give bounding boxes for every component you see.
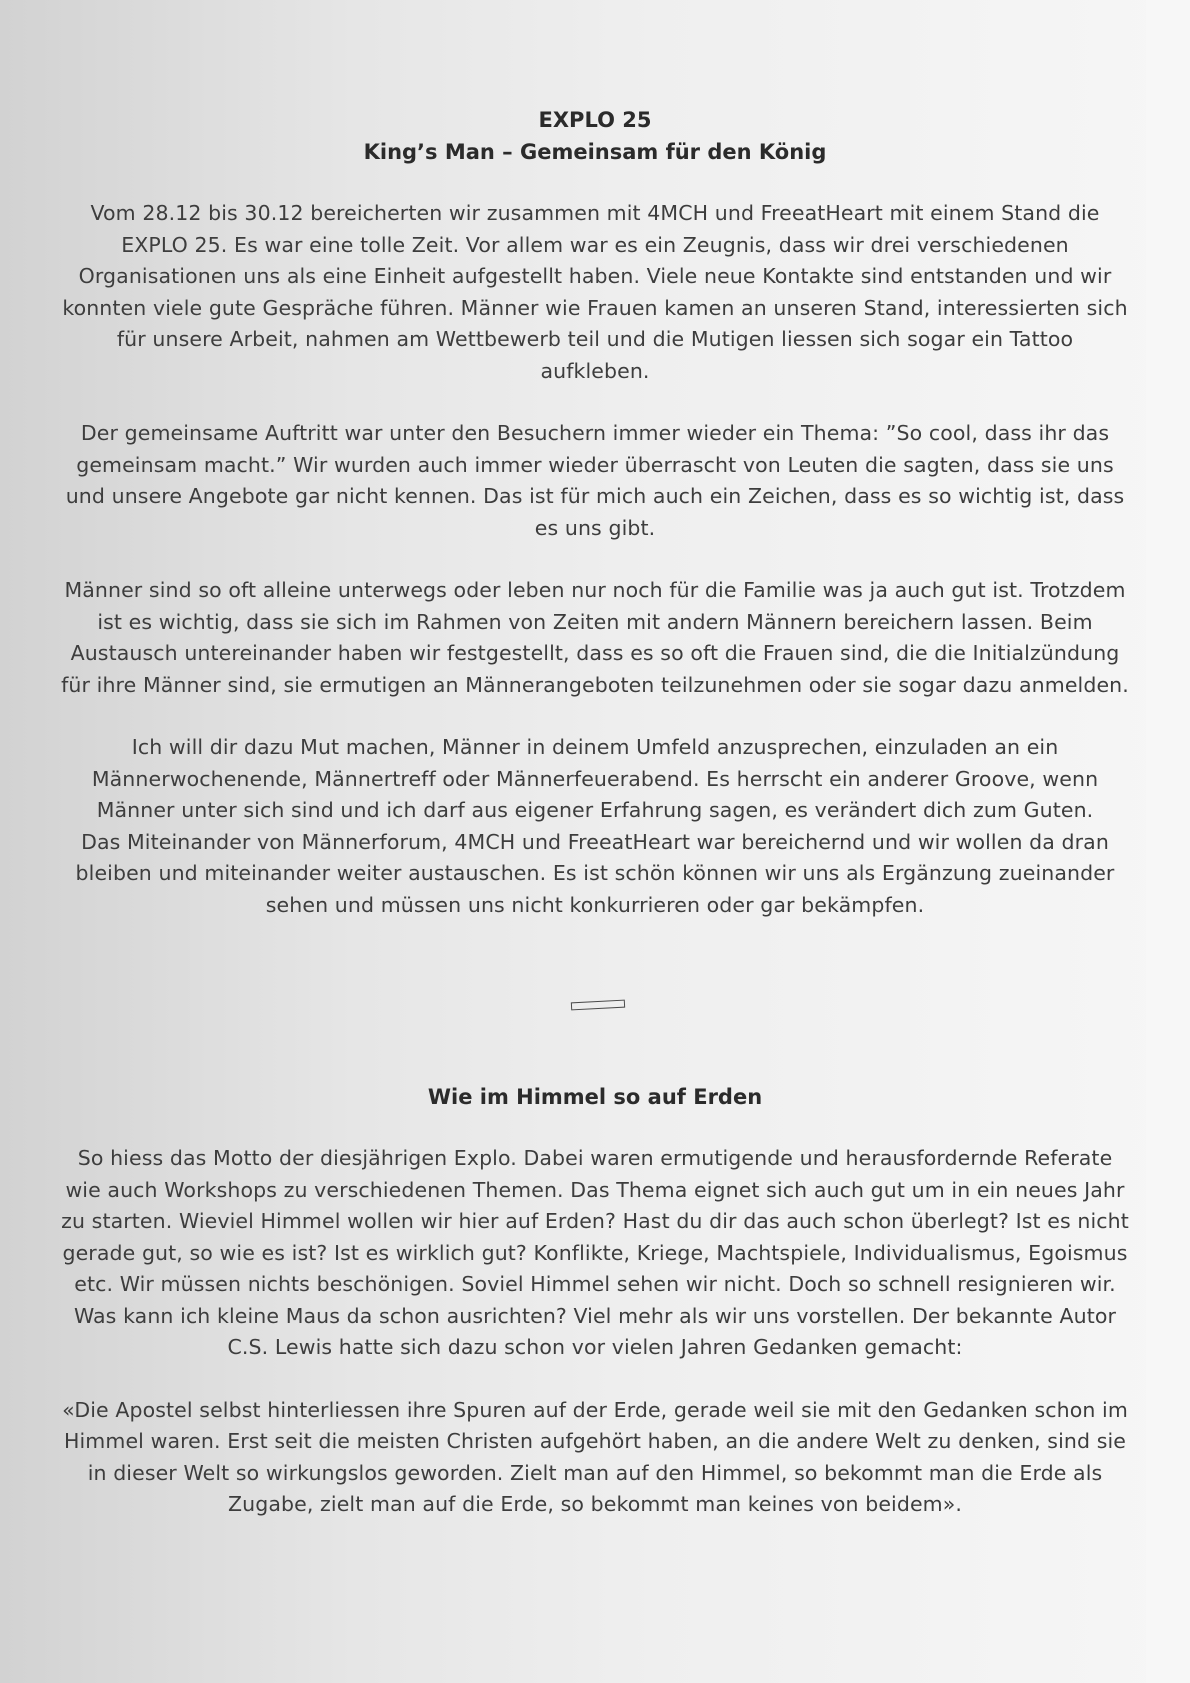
section-divider <box>60 1001 1130 1051</box>
paragraph: Männer sind so oft alleine unterwegs oder leben nur noch für die Familie was ja auch gut ist. Trotzdem ist es wichtig, dass sie sich im Rahmen von Zeiten mit andern Männern bereichern lassen. Beim Austausch untereinander haben wir festgestellt, dass es so oft die Frauen sind, die die Initialzündung für ihre Männer sind, sie ermutigen an Männerangeboten teilzunehmen oder sie sogar dazu anmelden. <box>61 578 1129 697</box>
article-subtitle: King’s Man – Gemeinsam für den König <box>363 140 827 164</box>
article-title: EXPLO 25 <box>538 108 652 132</box>
quote-paragraph: «Die Apostel selbst hinterliessen ihre Spuren auf der Erde, gerade weil sie mit den Gedanken schon im Himmel waren. Erst seit die meisten Christen aufgehört haben, an die andere Welt zu denken, sind sie in dieser Welt so wirkungslos geworden. Zielt man auf den Himmel, so bekommt man die Erde als Zugabe, zielt man auf die Erde, so bekommt man keines von beidem». <box>62 1397 1128 1516</box>
divider-bar-icon <box>571 1000 625 1011</box>
paragraph: So hiess das Motto der diesjährigen Explo. Dabei waren ermutigende und herausfordernde Referate wie auch Workshops zu verschiedenen Themen. Das Thema eignet sich auch gut um in ein neues Jahr zu starten. Wieviel Himmel wollen wir hier auf Erden? Hast du dir das auch schon überlegt? Ist es nicht gerade gut, so wie es ist? Ist es wirklich gut? Konflikte, Kriege, Machtspiele, Individualismus, Egoismus etc. Wir müssen nichts beschönigen. Soviel Himmel sehen wir nicht. Doch so schnell resignieren wir. Was kann ich kleine Maus da schon ausrichten? Viel mehr als wir uns vorstellen. Der bekannte Autor C.S. Lewis hatte sich dazu schon vor vielen Jahren Gedanken gemacht: <box>61 1146 1129 1359</box>
paragraph: Das Miteinander von Männerforum, 4MCH und FreeatHeart war bereichernd und wir wollen da dran bleiben und miteinander weiter austauschen. Es ist schön können wir uns als Ergänzung zueinander sehen und müssen uns nicht konkurrieren oder gar bekämpfen. <box>75 829 1115 917</box>
page-edge-strip <box>1146 0 1190 1683</box>
article-content <box>60 104 1130 1521</box>
section-title: Wie im Himmel so auf Erden <box>427 1085 763 1109</box>
paragraph: Vom 28.12 bis 30.12 bereicherten wir zusammen mit 4MCH und FreeatHeart mit einem Stand die EXPLO 25. Es war eine tolle Zeit. Vor allem war es ein Zeugnis, dass wir drei verschiedenen Organisationen uns als eine Einheit aufgestellt haben. Viele neue Kontakte sind entstanden und wir konnten viele gute Gespräche führen. Männer wie Frauen kamen an unseren Stand, interessierten sich für unsere Arbeit, nahmen am Wettbewerb teil und die Mutigen liessen sich sogar ein Tattoo aufkleben. <box>62 201 1128 383</box>
paragraph: Ich will dir dazu Mut machen, Männer in deinem Umfeld anzusprechen, einzuladen an ein Männerwochenende, Männertreff oder Männerfeuerabend. Es herrscht ein anderer Groove, wenn Männer unter sich sind und ich darf aus eigener Erfahrung sagen, es verändert dich zum Guten. <box>91 735 1099 822</box>
paragraph: Der gemeinsame Auftritt war unter den Besuchern immer wieder ein Thema: ”So cool, dass ihr das gemeinsam macht.” Wir wurden auch immer wieder überrascht von Leuten die sagten, dass sie uns und unsere Angebote gar nicht kennen. Das ist für mich auch ein Zeichen, dass es so wichtig ist, dass es uns gibt. <box>65 421 1125 540</box>
